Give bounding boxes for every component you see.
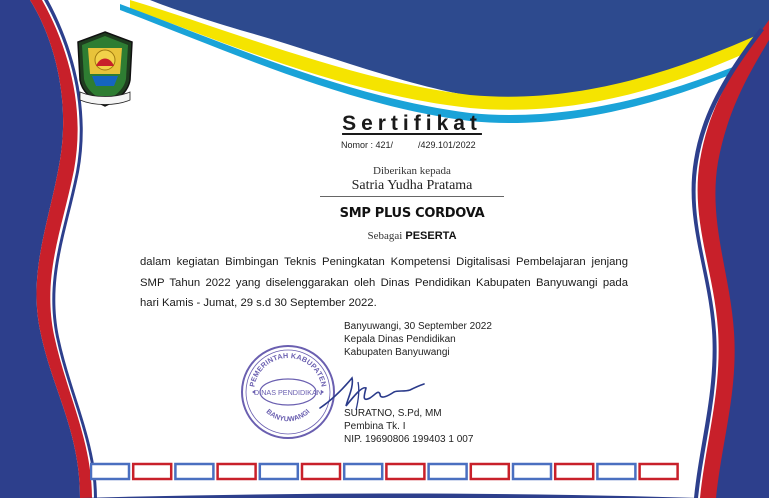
footer-box xyxy=(429,464,467,479)
signer-details xyxy=(344,407,473,446)
bottom-curve xyxy=(80,494,700,498)
footer-box xyxy=(597,464,635,479)
top-navy-wave xyxy=(150,0,769,102)
footer-box xyxy=(513,464,551,479)
stamp-bottom-text: BANYUWANGI xyxy=(264,408,312,424)
certificate-title: Sertifikat xyxy=(342,112,482,135)
footer-box xyxy=(260,464,298,479)
certificate-number: Nomor : 421/ /429.101/2022 xyxy=(341,140,476,150)
footer-box xyxy=(344,464,382,479)
footer-box xyxy=(555,464,593,479)
signer-institution: Kabupaten Banyuwangi xyxy=(344,347,450,358)
footer-box xyxy=(175,464,213,479)
banyuwangi-emblem-icon xyxy=(74,30,136,110)
stamp-top-text: PEMERINTAH KABUPATEN xyxy=(247,350,329,388)
svg-text:BANYUWANGI xyxy=(265,408,312,423)
footer-box xyxy=(386,464,424,479)
footer-decoration xyxy=(90,462,686,482)
footer-box xyxy=(302,464,340,479)
footer-box xyxy=(218,464,256,479)
footer-box xyxy=(640,464,678,479)
signer-rank: Pembina Tk. I xyxy=(344,421,406,432)
role-prefix: Sebagai xyxy=(367,230,403,242)
footer-box xyxy=(133,464,171,479)
signer-name: SURATNO, S.Pd, MM xyxy=(344,408,442,419)
signer-nip: NIP. 19690806 199403 1 007 xyxy=(344,434,474,445)
footer-box xyxy=(91,464,129,479)
role-value: PESERTA xyxy=(405,230,457,242)
role-line xyxy=(280,230,544,242)
school-name: SMP PLUS CORDOVA xyxy=(339,206,485,221)
given-to-label: Diberikan kepada xyxy=(373,165,451,177)
signer-position: Kepala Dinas Pendidikan xyxy=(344,334,456,345)
recipient-name: Satria Yudha Pratama xyxy=(351,178,473,193)
place-date: Banyuwangi, 30 September 2022 xyxy=(344,321,492,332)
footer-box xyxy=(471,464,509,479)
stamp-center-text: DINAS PENDIDIKAN xyxy=(254,388,322,397)
certificate-description: dalam kegiatan Bimbingan Teknis Peningkatan Kompetensi Digitalisasi Pembelajaran jenjang SMP Tahun 2022 yang diselenggarakan oleh Dinas Pendidikan Kabupaten Banyuwangi pada hari Kamis - Jumat, 29 s.d 30 September 2022. xyxy=(140,256,628,309)
signature-header xyxy=(344,320,492,359)
recipient-underline xyxy=(320,196,504,197)
